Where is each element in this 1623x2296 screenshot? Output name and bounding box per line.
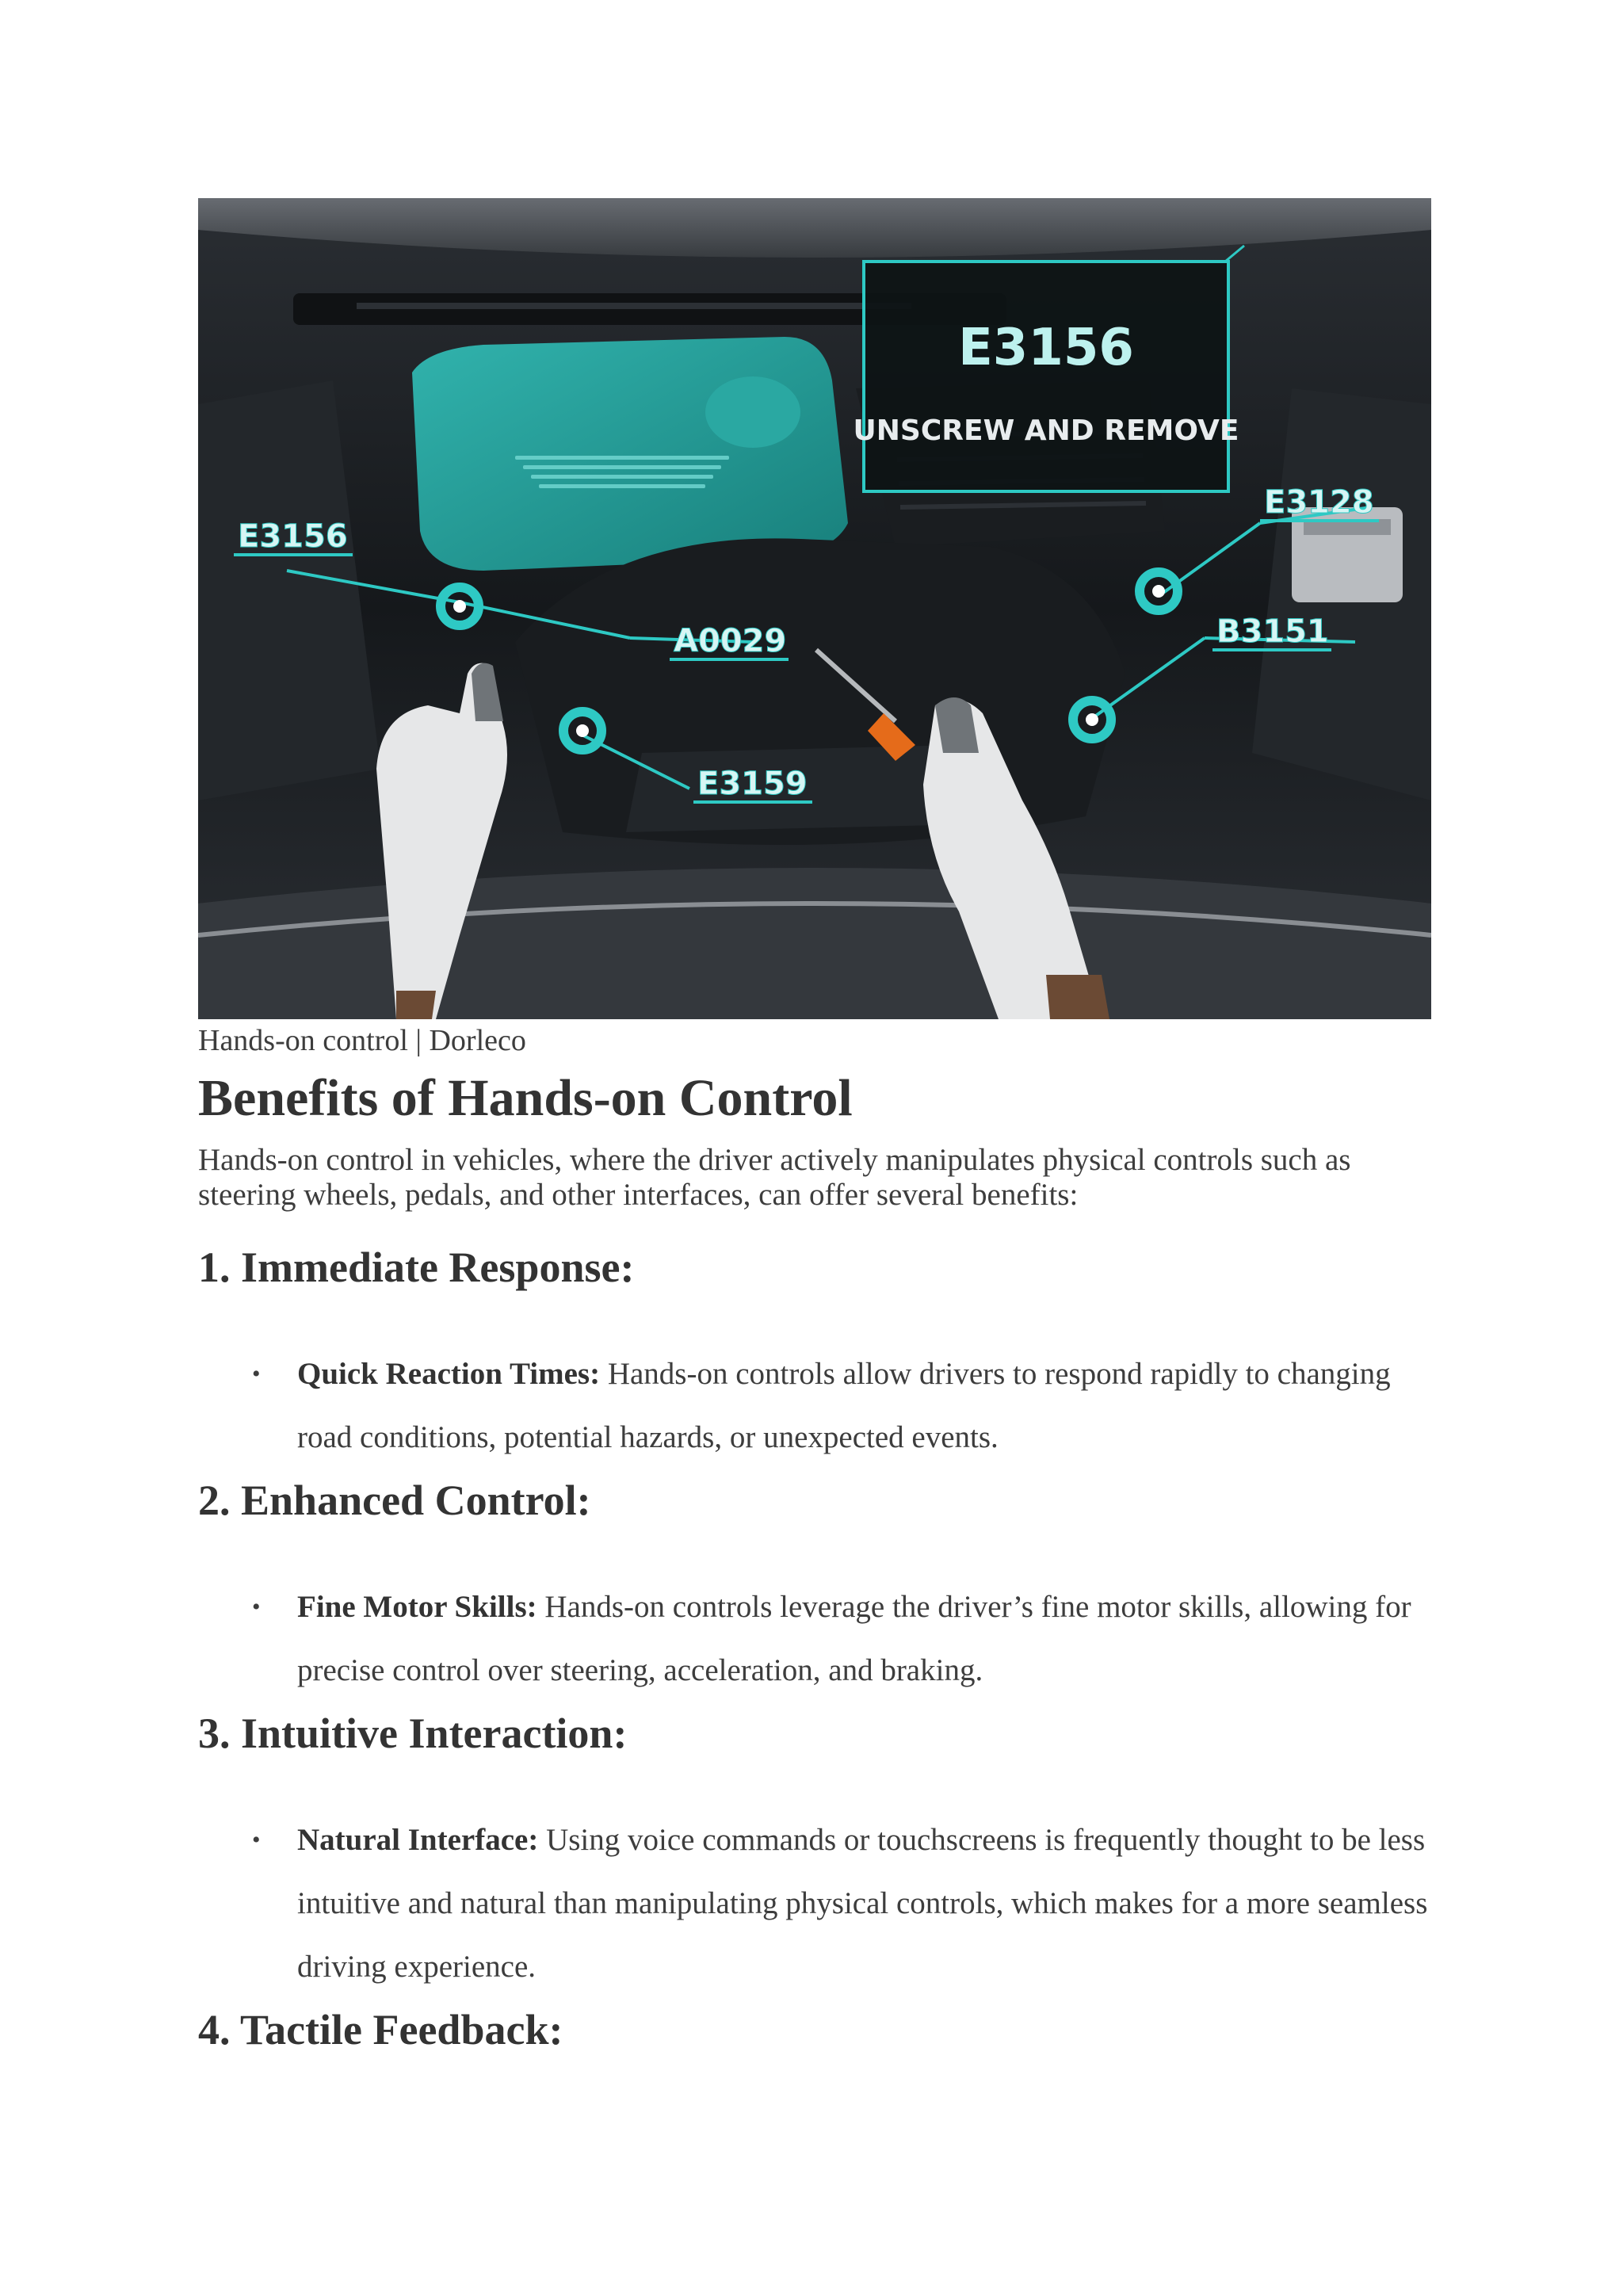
- list-item: [198, 1576, 1431, 1702]
- callout-label: E3159: [697, 766, 808, 802]
- bullet-icon: •: [252, 1361, 261, 1387]
- engine-bay-image: [198, 198, 1431, 1019]
- panel-instruction: UNSCREW AND REMOVE: [853, 415, 1239, 447]
- list-item: [198, 1343, 1431, 1469]
- document-page: [198, 198, 1431, 2056]
- engine-bay-figure: [198, 198, 1431, 1019]
- list-item-term: Natural Interface:: [297, 1823, 539, 1857]
- instruction-panel: [854, 246, 1244, 491]
- list-item-text: Hands-on controls allow drivers to respond rapidly to changing road conditions, potential hazards, or unexpected events.: [297, 1357, 1391, 1454]
- list-item: [198, 1809, 1431, 1999]
- bullet-icon: •: [252, 1827, 261, 1853]
- callout-label: A0029: [674, 623, 787, 659]
- section-list-immediate-response: [198, 1343, 1431, 1469]
- callout-label: E3156: [238, 518, 348, 555]
- figure-caption: Hands-on control | Dorleco: [198, 1024, 526, 1057]
- list-item-text: Hands-on controls leverage the driver’s fine motor skills, allowing for precise control over steering, acceleration, and braking.: [297, 1590, 1411, 1687]
- section-heading-immediate-response: 1. Immediate Response:: [198, 1244, 635, 1291]
- list-item-text: Using voice commands or touchscreens is frequently thought to be less intuitive and natural than manipulating physical controls, which makes for a more seamless driving experience.: [297, 1823, 1428, 1984]
- section-list-enhanced-control: [198, 1576, 1431, 1702]
- bullet-icon: •: [252, 1594, 261, 1620]
- panel-code: E3156: [958, 319, 1134, 377]
- intro-paragraph: Hands-on control in vehicles, where the driver actively manipulates physical controls such as steering wheels, pedals, and other interfaces, can offer several benefits:: [198, 1143, 1351, 1212]
- callout-label: B3151: [1216, 613, 1329, 650]
- callout-label: E3128: [1264, 484, 1374, 521]
- section-heading-intuitive-interaction: 3. Intuitive Interaction:: [198, 1710, 628, 1757]
- section-list-intuitive-interaction: [198, 1809, 1431, 1999]
- list-item-term: Fine Motor Skills:: [297, 1590, 537, 1624]
- section-heading-enhanced-control: 2. Enhanced Control:: [198, 1477, 591, 1524]
- section-heading-tactile-feedback: 4. Tactile Feedback:: [198, 2006, 563, 2053]
- list-item-term: Quick Reaction Times:: [297, 1357, 601, 1391]
- article-title: Benefits of Hands-on Control: [198, 1069, 853, 1127]
